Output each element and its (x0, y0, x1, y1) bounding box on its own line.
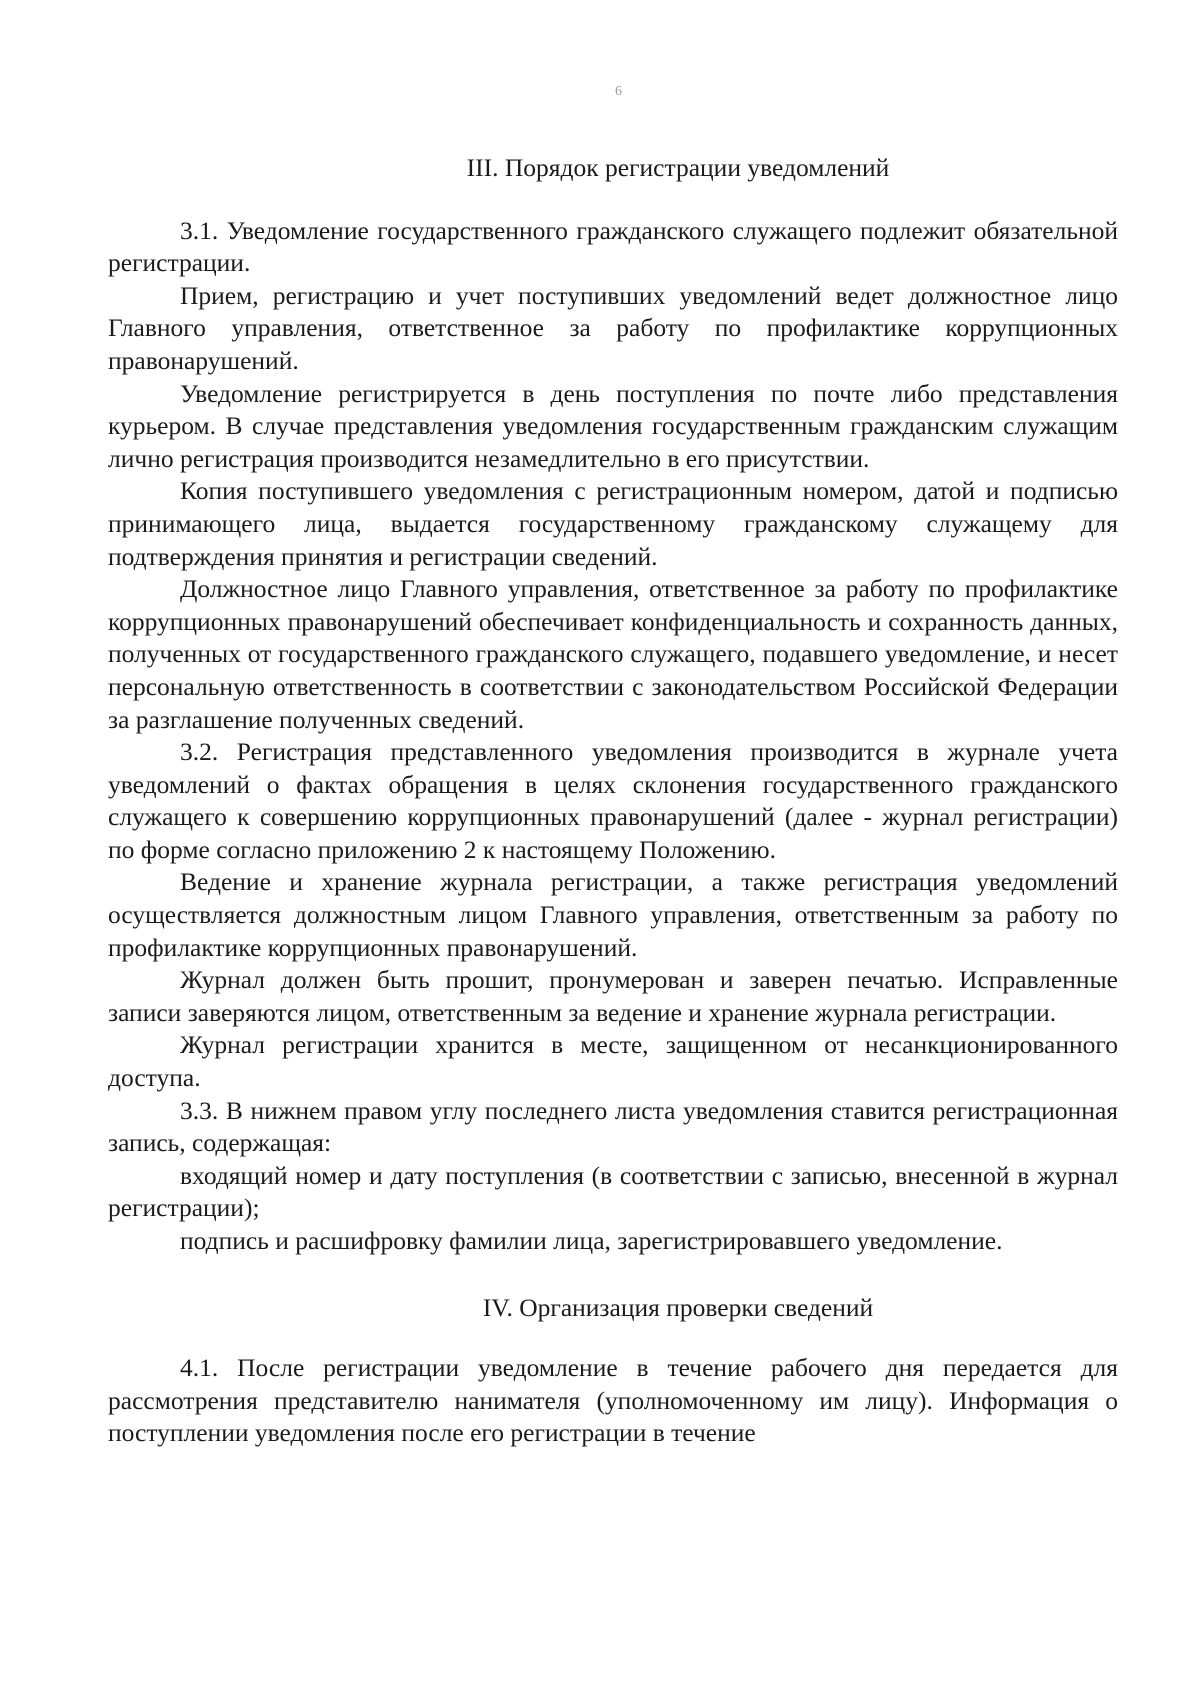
paragraph-4-1: 4.1. После регистрации уведомление в течение рабочего дня передается для рассмотрения представителю нанимателя (уполномоченному им лицу). Информация о поступлении уведомления после его регистрации в течение (108, 1353, 1118, 1448)
paragraph-3-1: 3.1. Уведомление государственного гражданского служащего подлежит обязательной регистрации. (108, 215, 1118, 278)
page-number: 6 (615, 84, 622, 99)
section-4-heading: IV. Организация проверки сведений (482, 1292, 874, 1322)
paragraph-journal-seal: Журнал должен быть прошит, пронумерован и заверен печатью. Исправленные записи заверяются лицом, ответственным за ведение и хранение журнала регистрации. (108, 965, 1118, 1027)
paragraph-copy: Копия поступившего уведомления с регистрационным номером, датой и подписью принимающего лица, выдается государственному гражданскому служащему для подтверждения принятия и регистрации сведений. (108, 476, 1118, 571)
paragraph-intake: Прием, регистрацию и учет поступивших уведомлений ведет должностное лицо Главного управления, ответственное за работу по профилактике коррупционных правонарушений. (108, 280, 1118, 375)
paragraph-incoming-number: входящий номер и дату поступления (в соответствии с записью, внесенной в журнал регистрации); (108, 1160, 1118, 1223)
paragraph-signature: подпись и расшифровку фамилии лица, зарегистрировавшего уведомление. (180, 1226, 1003, 1255)
paragraph-registration-day: Уведомление регистрируется в день поступления по почте либо представления курьером. В случае представления уведомления государственным гражданским служащим лично регистрация производится незамедлительно в его присутствии. (108, 378, 1118, 473)
section-3-heading: III. Порядок регистрации уведомлений (466, 153, 890, 182)
paragraph-journal-keeping: Ведение и хранение журнала регистрации, а также регистрация уведомлений осуществляется должностным лицом Главного управления, ответственным за работу по профилактике коррупционных правонарушений. (108, 867, 1118, 962)
paragraph-journal-storage: Журнал регистрации хранится в месте, защищенном от несанкционированного доступа. (108, 1030, 1118, 1093)
paragraph-3-3: 3.3. В нижнем правом углу последнего листа уведомления ставится регистрационная запись, содержащая: (108, 1095, 1118, 1158)
paragraph-confidentiality: Должностное лицо Главного управления, ответственное за работу по профилактике коррупционных правонарушений обеспечивает конфиденциальность и сохранность данных, полученных от государственного гражданского служащего, подавшего уведомление, и несет персональную ответственность в соответствии с законодательством Российской Федерации за разглашение полученных сведений. (108, 574, 1118, 734)
paragraph-3-2: 3.2. Регистрация представленного уведомления производится в журнале учета уведомлений о фактах обращения в целях склонения государственного гражданского служащего к совершению коррупционных правонарушений (далее - журнал регистрации) по форме согласно приложению 2 к настоящему Положению. (108, 737, 1118, 864)
document-body (108, 152, 1118, 1450)
